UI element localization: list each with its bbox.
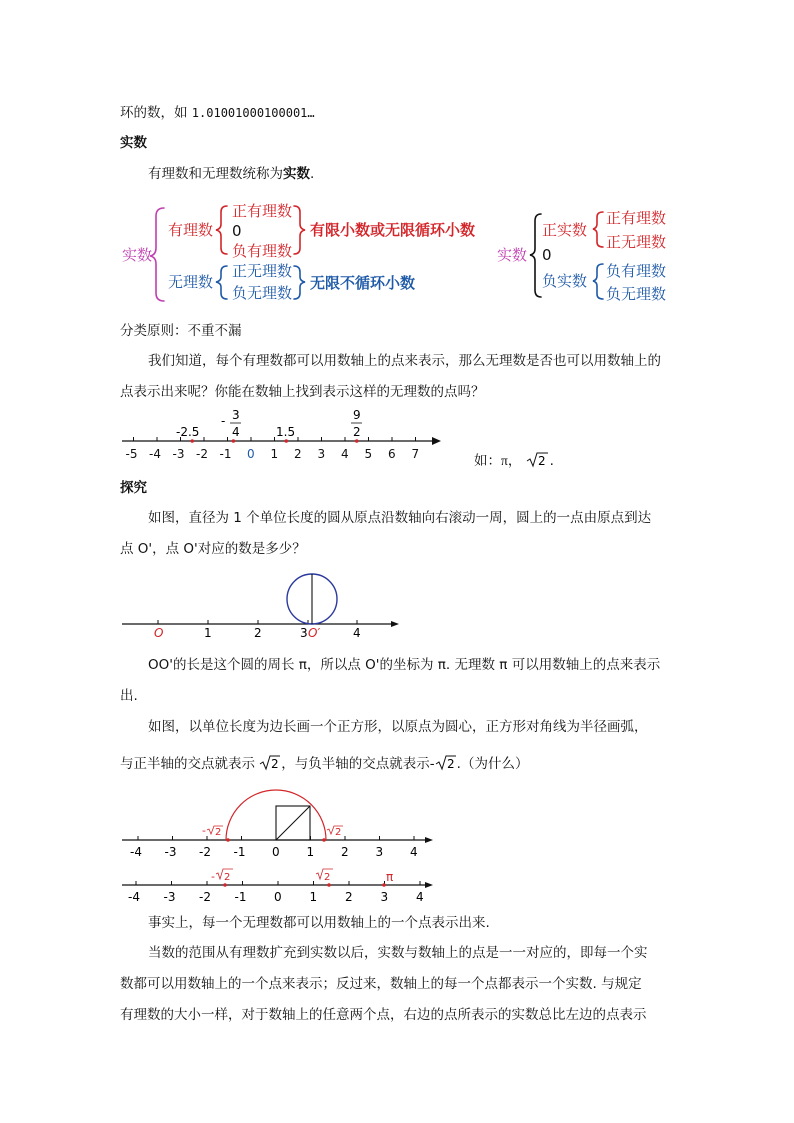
sqrt-arg-2: 2 — [271, 757, 279, 771]
diagram-left-zero: 0 — [232, 222, 242, 240]
tick-label: 3 — [375, 845, 384, 859]
tick-label: 6 — [388, 447, 396, 461]
diagram-left-rational-note: 有限小数或无限循环小数 — [310, 221, 476, 239]
tick-label: -4 — [128, 890, 140, 904]
neg-sqrt2-sign: - — [202, 824, 206, 837]
tick-label: -1 — [233, 845, 246, 859]
paragraph-3-line-1: OO'的长是这个圆的周长 π，所以点 O'的坐标为 π. 无理数 π 可以用数轴上的点来表示 — [148, 657, 661, 673]
tick-label: -2 — [196, 447, 208, 461]
sqrt-arg: 2 — [537, 454, 546, 468]
tick-label: 3 — [317, 447, 326, 461]
frac-minus-3-4-den: 4 — [232, 425, 240, 439]
tick-label: 2 — [341, 845, 349, 859]
tick-label: 4 — [410, 845, 418, 859]
tick-label: -2 — [199, 890, 211, 904]
tick-label: -5 — [125, 447, 138, 461]
tick-label: -4 — [149, 447, 161, 461]
tick-label: -1 — [219, 447, 232, 461]
tick-label: 0 — [274, 890, 282, 904]
paragraph-2-line-2: 点 O'，点 O'对应的数是多少？ — [120, 541, 306, 557]
definition-bold: 实数 — [283, 166, 310, 182]
tick-label: 2 — [345, 890, 353, 904]
diagram-left-irrational: 无理数 — [168, 273, 214, 291]
origin-label: O — [154, 626, 164, 640]
example-pi: π， — [501, 453, 522, 468]
tick-label: 0 — [272, 845, 280, 859]
classification-principle: 分类原则：不重不漏 — [120, 323, 242, 339]
diagram-left-root: 实数 — [122, 246, 153, 264]
paragraph-1-line-1: 我们知道，每个有理数都可以用数轴上的点来表示，那么无理数是否也可以用数轴上的 — [148, 353, 661, 369]
diagram-left-neg-rational: 负有理数 — [232, 242, 293, 260]
paragraph-6-line-1: 当数的范围从有理数扩充到实数以后，实数与数轴上的点是一一对应的，即每一个实 — [148, 945, 648, 961]
diagram-right-zero: 0 — [542, 246, 552, 264]
paragraph-1-line-2: 点表示出来呢？你能在数轴上找到表示这样的无理数的点吗？ — [120, 384, 485, 400]
example-end: . — [549, 453, 554, 469]
o-prime-label: O′ — [308, 626, 321, 640]
definition-end: . — [310, 166, 315, 182]
section-title-real: 实数 — [120, 135, 147, 151]
intro-tail-number: 1.01001000100001… — [191, 106, 315, 120]
neg-sqrt2-arg-b: 2 — [224, 872, 231, 883]
tick-label: 3 — [380, 890, 389, 904]
neg-sqrt2-arg: 2 — [215, 827, 222, 838]
diagram-right-neg-real: 负实数 — [542, 272, 588, 290]
frac-minus-sign: - — [221, 414, 226, 428]
example-prefix: 如： — [474, 453, 501, 469]
paragraph-5: 事实上，每一个无理数都可以用数轴上的一个点表示出来. — [148, 915, 490, 931]
diagram-right-neg-rational: 负有理数 — [606, 262, 667, 280]
axis-arrow-4 — [425, 882, 433, 888]
intro-tail-prefix: 环的数，如 — [120, 105, 192, 121]
tick-label: -3 — [172, 447, 185, 461]
p4-text-a: 与正半轴的交点就表示 — [120, 756, 255, 772]
tick-label: 0 — [247, 447, 255, 461]
tick-label: 5 — [364, 447, 373, 461]
tick-label-1: 1 — [204, 626, 212, 640]
paragraph-6-line-2: 数都可以用数轴上的一个点来表示；反过来，数轴上的每一个点都表示一个实数. 与规定 — [120, 976, 642, 992]
section-title-explore: 探究 — [120, 480, 147, 496]
p4-text-c: .（为什么） — [456, 756, 529, 772]
neg-sign-b: - — [211, 870, 215, 883]
diagram-right-root: 实数 — [497, 246, 528, 264]
paragraph-6-line-3: 有理数的大小一样，对于数轴上的任意两个点，右边的点所表示的实数总比左边的点表示 — [120, 1007, 647, 1023]
point-pos-sqrt2-b — [327, 883, 331, 887]
label-minus-2-5: -2.5 — [176, 425, 200, 439]
pos-sqrt2-arg: 2 — [335, 827, 342, 838]
tick-label: -4 — [130, 845, 142, 859]
diagram-left-pos-irrational: 正无理数 — [232, 262, 293, 280]
p4-text-b: ，与负半轴的交点就表示- — [281, 756, 435, 772]
point-neg-sqrt2-b — [223, 883, 227, 887]
tick-label: 4 — [416, 890, 424, 904]
frac-minus-3-4-num: 3 — [232, 408, 240, 422]
paragraph-2-line-1: 如图，直径为 1 个单位长度的圆从原点沿数轴向右滚动一周，圆上的一点由原点到达 — [148, 510, 652, 526]
diagram-left-irrational-note: 无限不循环小数 — [310, 274, 416, 292]
tick-label: 1 — [309, 890, 318, 904]
tick-label: -3 — [163, 890, 176, 904]
label-1-5: 1.5 — [276, 425, 296, 439]
diagram-right-neg-irrational: 负无理数 — [606, 285, 667, 303]
diagram-left-rational: 有理数 — [168, 221, 214, 239]
diagram-right-pos-rational: 正有理数 — [606, 209, 667, 227]
tick-label: 4 — [341, 447, 349, 461]
diagram-left-pos-rational: 正有理数 — [232, 202, 293, 220]
tick-label-4: 4 — [353, 626, 361, 640]
tick-label: 7 — [411, 447, 420, 461]
paragraph-4-line-1: 如图，以单位长度为边长画一个正方形，以原点为圆心，正方形对角线为半径画弧， — [148, 719, 648, 735]
pos-sqrt2-arg-b: 2 — [324, 872, 331, 883]
pi-label: π — [386, 870, 394, 884]
tick-label-3: 3 — [300, 626, 308, 640]
tick-label-2: 2 — [254, 626, 262, 640]
tick-label: 1 — [270, 447, 279, 461]
frac-9-2-den: 2 — [353, 425, 361, 439]
definition-text: 有理数和无理数统称为 — [148, 166, 283, 182]
sqrt-arg-3: 2 — [446, 757, 455, 771]
tick-label: -3 — [164, 845, 177, 859]
frac-9-2-num: 9 — [353, 408, 361, 422]
tick-label: -2 — [199, 845, 211, 859]
tick-label: 1 — [306, 845, 315, 859]
tick-label: 2 — [294, 447, 302, 461]
paragraph-3-line-2: 出. — [120, 688, 138, 704]
diagram-right-pos-real: 正实数 — [542, 221, 588, 239]
tick-label: -1 — [234, 890, 247, 904]
diagram-left-neg-irrational: 负无理数 — [232, 284, 293, 302]
diagram-right-pos-irrational: 正无理数 — [606, 233, 667, 251]
